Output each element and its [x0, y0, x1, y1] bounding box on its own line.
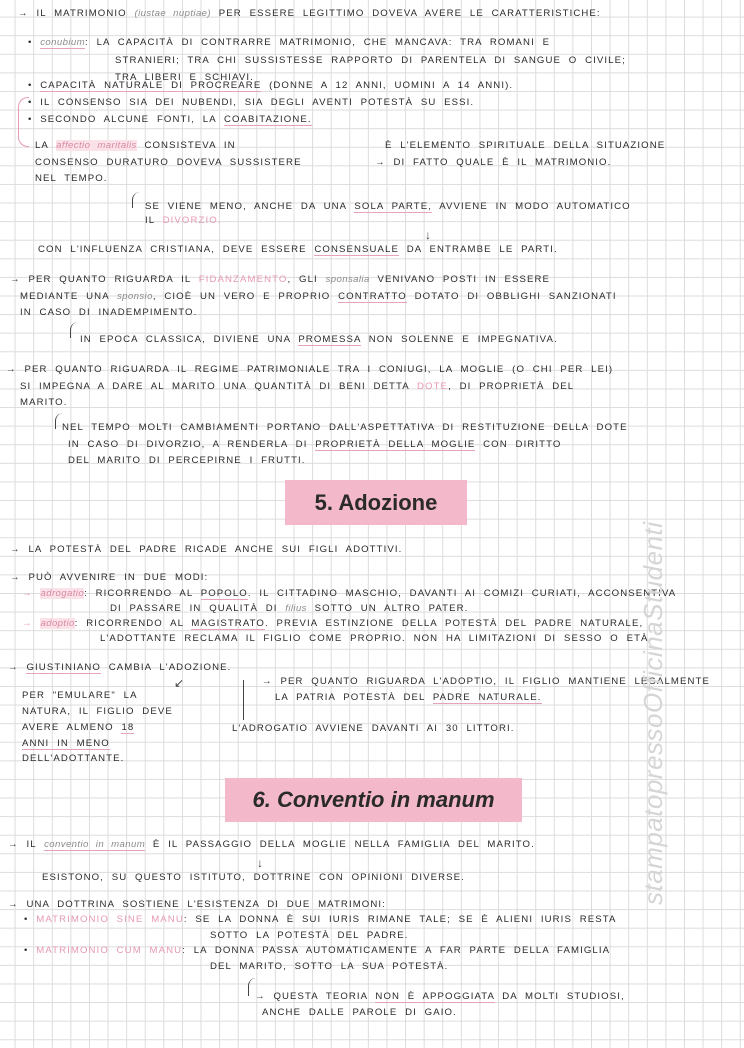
highlighted-term: 18 [121, 722, 135, 733]
note-line [6, 364, 613, 376]
note-text: • SECONDO ALCUNE FONTI, LA [28, 114, 224, 125]
note-line [22, 588, 676, 600]
down-arrow-icon: ↓ [257, 856, 263, 870]
note-line [262, 1007, 457, 1019]
note-line [8, 899, 386, 911]
highlighted-term: filius [285, 603, 307, 614]
note-text: AVERE ALMENO [22, 722, 122, 733]
highlighted-term: MAGISTRATO [191, 618, 265, 629]
note-text: NEL TEMPO MOLTI CAMBIAMENTI PORTANO DALL'ASPETTATIVA DI RESTITUZIONE DELLA DOTE [62, 422, 628, 433]
highlighted-term: PADRE NATURALE. [432, 692, 542, 703]
note-text: ESISTONO, SU QUESTO ISTITUTO, DOTTRINE CON OPINIONI DIVERSE. [42, 872, 465, 883]
note-text: , CIOÈ UN VERO E PROPRIO [152, 291, 339, 302]
link-arrow-icon [18, 97, 29, 147]
note-line [20, 397, 68, 409]
note-text: : LA DONNA PASSA AUTOMATICAMENTE A FAR PARTE DELLA FAMIGLIA [182, 945, 611, 956]
section-heading-conventio [225, 778, 522, 822]
note-line [210, 930, 409, 942]
note-text: → IL MATRIMONIO [18, 8, 135, 19]
note-text: • [28, 37, 41, 48]
note-line [8, 839, 535, 851]
highlighted-term: CONTRATTO [338, 291, 407, 302]
note-text: (DONNE A 12 ANNI, UOMINI A 14 ANNI). [261, 80, 514, 91]
down-arrow-icon [243, 680, 246, 720]
note-text: → PER QUANTO RIGUARDA L'ADOPTIO, IL FIGLIO MANTIENE LEGALMENTE [262, 676, 711, 687]
hook-arrow-icon [248, 978, 257, 996]
note-text: TRA LIBERI E SCHIAVI. [115, 72, 254, 83]
highlighted-term: GIUSTINIANO [26, 662, 101, 673]
note-line [24, 914, 616, 926]
highlighted-term: MATRIMONIO CUM MANU [36, 945, 183, 956]
down-arrow-icon: ↙ [174, 676, 185, 690]
note-line [8, 662, 231, 674]
note-line [68, 439, 561, 451]
note-text: IN EPOCA CLASSICA, DIVIENE UNA [80, 334, 299, 345]
note-line [22, 722, 134, 734]
note-text: AVVIENE IN MODO AUTOMATICO [432, 201, 631, 212]
note-text: → [8, 662, 27, 673]
note-text: NEL TEMPO. [35, 173, 108, 184]
note-line [115, 55, 626, 67]
note-text: → PER QUANTO RIGUARDA IL REGIME PATRIMONIALE TRA I CONIUGI, LA MOGLIE (O CHI PER LEI) [6, 364, 614, 375]
note-text: NON SOLENNE E IMPEGNATIVA. [360, 334, 558, 345]
note-line [10, 274, 550, 286]
note-text: : RICORRENDO AL [74, 618, 192, 629]
note-text: • [24, 945, 37, 956]
highlighted-term: CONSENSUALE [314, 244, 399, 255]
note-text: SI IMPEGNA A DARE AL MARITO UNA QUANTITÀ DI BENI DETTA [20, 381, 417, 392]
note-line [232, 723, 515, 735]
note-text: PER "EMULARE" LA [22, 690, 138, 701]
highlighted-term: → [22, 588, 41, 599]
note-line [275, 692, 542, 704]
highlighted-term: FIDANZAMENTO [198, 274, 288, 285]
note-text: → PUÒ AVVENIRE IN DUE MODI: [10, 572, 209, 583]
note-text: DA ENTRAMBE LE PARTI. [398, 244, 558, 255]
note-line [22, 690, 138, 702]
down-arrow-icon: ↓ [425, 228, 431, 242]
note-text: MEDIANTE UNA [20, 291, 117, 302]
note-text: LA PATRIA POTESTÀ DEL [275, 692, 433, 703]
note-text: L'ADOTTANTE RECLAMA IL FIGLIO COME PROPRIO. NON HA LIMITAZIONI DI SESSO O ETÀ. [100, 633, 653, 644]
note-line [18, 8, 601, 20]
note-text: → IL [8, 839, 45, 850]
note-text: • [24, 914, 37, 925]
note-line [22, 706, 173, 718]
note-line [20, 307, 197, 319]
watermark: stampatopressoOfficinaStudenti [638, 521, 668, 905]
note-text: NATURA, IL FIGLIO DEVE [22, 706, 173, 717]
note-text: ANCHE DALLE PAROLE DI GAIO. [262, 1007, 457, 1018]
note-line [10, 572, 208, 584]
note-line [255, 991, 625, 1003]
note-text: CONSENSO DURATURO DOVEVA SUSSISTERE [35, 157, 302, 168]
note-text: IN CASO DI INADEMPIMENTO. [20, 307, 198, 318]
note-line [28, 114, 312, 126]
section-heading-adozione [285, 480, 467, 525]
highlighted-term: DIVORZIO. [162, 215, 222, 226]
note-text: CONSISTEVA IN [136, 140, 236, 151]
note-line [22, 738, 110, 750]
highlighted-term: conventio in manum [44, 839, 146, 850]
note-text: VENIVANO POSTI IN ESSERE [369, 274, 551, 285]
highlighted-term: PROMESSA [298, 334, 361, 345]
note-text: • IL CONSENSO SIA DEI NUBENDI, SIA DEGLI AVENTI POTESTÀ SU ESSI. [28, 97, 475, 108]
note-line [22, 753, 124, 765]
highlighted-term: SOLA PARTE, [354, 201, 433, 212]
note-line [145, 201, 631, 213]
note-line [35, 173, 108, 185]
note-text: È IL PASSAGGIO DELLA MOGLIE NELLA FAMIGLIA DEL MARITO. [145, 839, 535, 850]
note-text: : LA CAPACITÀ DI CONTRARRE MATRIMONIO, CHE MANCAVA: TRA ROMANI E [85, 37, 551, 48]
note-text: SE VIENE MENO, ANCHE DA UNA [145, 201, 355, 212]
highlighted-term: affectio maritalis [56, 140, 137, 151]
note-text: → PER QUANTO RIGUARDA IL [10, 274, 199, 285]
note-line [24, 945, 610, 957]
note-line [42, 872, 465, 884]
note-line [35, 140, 236, 152]
note-text: DELL'ADOTTANTE. [22, 753, 125, 764]
note-text: CAMBIA L'ADOZIONE. [100, 662, 232, 673]
note-text: . IL CITTADINO MASCHIO, DAVANTI AI COMIZI CURIATI, ACCONSENTIVA [247, 588, 677, 599]
note-line [210, 961, 448, 973]
note-line [20, 291, 617, 303]
note-line [28, 37, 550, 49]
note-text: → UNA DOTTRINA SOSTIENE L'ESISTENZA DI DUE MATRIMONI: [8, 899, 386, 910]
note-text: DOTATO DI OBBLIGHI SANZIONATI [406, 291, 617, 302]
note-line [385, 140, 665, 152]
note-line [68, 455, 306, 467]
note-line [110, 603, 468, 615]
note-text: • [28, 80, 41, 91]
note-text: L'ADROGATIO AVVIENE DAVANTI AI 30 LITTORI. [232, 723, 515, 734]
note-line [62, 422, 628, 434]
highlighted-term: CAPACITÀ NATURALE DI PROCREARE [40, 80, 262, 91]
note-text: SOTTO UN ALTRO PATER. [306, 603, 469, 614]
highlighted-term: adrogatio [40, 588, 85, 599]
highlighted-term: POPOLO [200, 588, 248, 599]
note-text: → DI FATTO QUALE È IL MATRIMONIO. [375, 157, 612, 168]
note-line [22, 618, 643, 630]
note-line [80, 334, 558, 346]
highlighted-term: COABITAZIONE. [223, 114, 312, 125]
highlighted-term: → [22, 618, 41, 629]
note-text: STRANIERI; TRA CHI SUSSISTESSE RAPPORTO DI PARENTELA DI SANGUE O CIVILE; [115, 55, 626, 66]
highlighted-term: (iustae nuptiae) [134, 8, 212, 19]
heading-text: 6. Conventio in manum [252, 787, 495, 812]
note-text: DEL MARITO DI PERCEPIRNE I FRUTTI. [68, 455, 306, 466]
highlighted-term: conubium [40, 37, 86, 48]
note-line [28, 80, 513, 92]
note-text: IL [145, 215, 163, 226]
note-text: , GLI [287, 274, 326, 285]
note-text: , DI PROPRIETÀ DEL [448, 381, 575, 392]
note-line [38, 244, 558, 256]
hook-arrow-icon [132, 192, 141, 208]
note-text: SOTTO LA POTESTÀ DEL PADRE. [210, 930, 409, 941]
highlighted-term: DOTE [417, 381, 449, 392]
hook-arrow-icon [70, 322, 79, 338]
highlighted-term: PROPRIETÀ DELLA MOGLIE [315, 439, 476, 450]
highlighted-term: MATRIMONIO SINE MANU [36, 914, 184, 925]
highlighted-term: sponsalia [325, 274, 370, 285]
note-text: → LA POTESTÀ DEL PADRE RICADE ANCHE SUI FIGLI ADOTTIVI. [10, 544, 403, 555]
note-text: IN CASO DI DIVORZIO, A RENDERLA DI [68, 439, 316, 450]
note-text: CON L'INFLUENZA CRISTIANA, DEVE ESSERE [38, 244, 315, 255]
highlighted-term: ANNI IN MENO [22, 738, 110, 749]
note-text: È L'ELEMENTO SPIRITUALE DELLA SITUAZIONE [385, 140, 666, 151]
note-text: LA [35, 140, 57, 151]
note-text: DI PASSARE IN QUALITÀ DI [110, 603, 286, 614]
note-line [35, 157, 302, 169]
note-text: MARITO. [20, 397, 68, 408]
note-text: : RICORRENDO AL [84, 588, 201, 599]
note-line [100, 633, 652, 645]
note-text: . PREVIA ESTINZIONE DELLA POTESTÀ DEL PADRE NATURALE, [264, 618, 644, 629]
note-text: CON DIRITTO [475, 439, 562, 450]
note-line [375, 157, 611, 169]
heading-text: 5. Adozione [314, 489, 438, 515]
note-text: → QUESTA TEORIA [255, 991, 376, 1002]
hook-arrow-icon [55, 413, 64, 429]
note-line [28, 97, 474, 109]
note-line [145, 215, 222, 227]
note-text: DEL MARITO, SOTTO LA SUA POTESTÀ. [210, 961, 449, 972]
highlighted-term: sponsio [116, 291, 153, 302]
note-text: : SE LA DONNA È SUI IURIS RIMANE TALE; SE È ALIENI IURIS RESTA [183, 914, 617, 925]
highlighted-term: NON È APPOGGIATA [375, 991, 495, 1002]
highlighted-term: adoptio [40, 618, 75, 629]
note-text: PER ESSERE LEGITTIMO DOVEVA AVERE LE CARATTERISTICHE: [211, 8, 601, 19]
note-line [20, 381, 574, 393]
note-text: DA MOLTI STUDIOSI, [494, 991, 625, 1002]
note-line [10, 544, 402, 556]
